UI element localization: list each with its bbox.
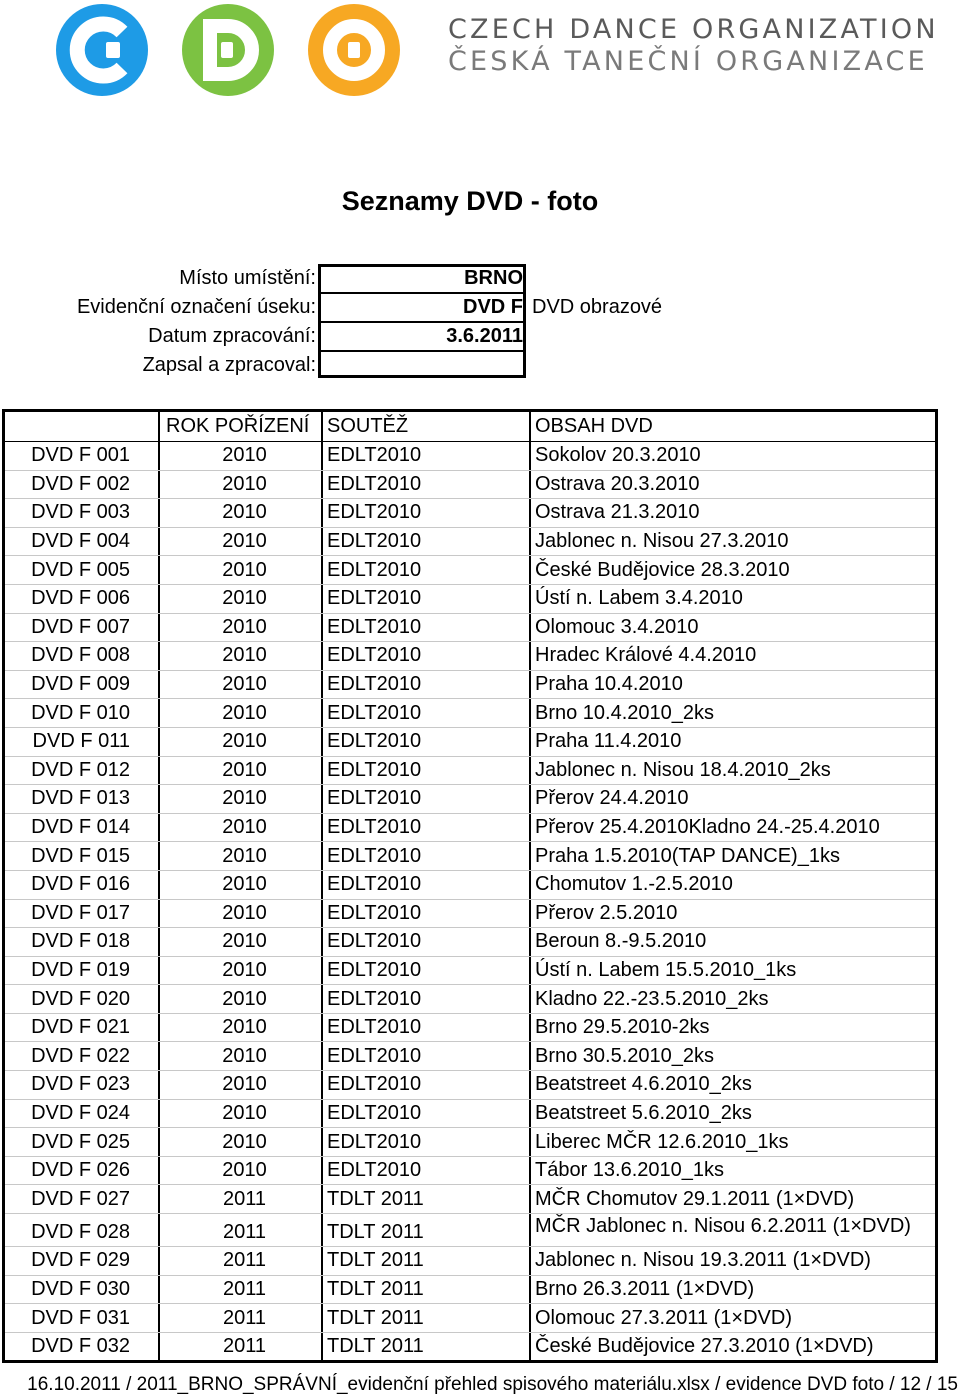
competition-cell: EDLT2010 bbox=[323, 757, 531, 785]
year-cell: 2010 bbox=[162, 1157, 323, 1185]
content-cell: Tábor 13.6.2010_1ks bbox=[535, 1159, 725, 1182]
section-value: DVD F bbox=[463, 296, 523, 318]
table-row bbox=[5, 699, 935, 728]
table-row bbox=[5, 499, 935, 528]
dvd-id-cell: DVD F 024 bbox=[5, 1100, 160, 1128]
column-header-year: ROK POŘÍZENÍ bbox=[162, 412, 323, 441]
year-cell: 2011 bbox=[162, 1214, 323, 1246]
year-cell: 2010 bbox=[162, 871, 323, 899]
content-cell: Brno 30.5.2010_2ks bbox=[535, 1044, 715, 1067]
table-row bbox=[5, 785, 935, 814]
content-cell: Hradec Králové 4.4.2010 bbox=[535, 644, 757, 667]
dvd-id-cell: DVD F 013 bbox=[5, 785, 160, 813]
competition-cell: EDLT2010 bbox=[323, 728, 531, 756]
competition-cell: EDLT2010 bbox=[323, 842, 531, 870]
meta-row-section bbox=[0, 293, 940, 322]
content-cell: Jablonec n. Nisou 18.4.2010_2ks bbox=[535, 758, 831, 781]
content-cell: Jablonec n. Nisou 27.3.2010 bbox=[535, 530, 789, 553]
year-cell: 2010 bbox=[162, 1071, 323, 1099]
dvd-id-cell: DVD F 021 bbox=[5, 1014, 160, 1042]
year-cell: 2011 bbox=[162, 1304, 323, 1332]
competition-cell: TDLT 2011 bbox=[323, 1304, 531, 1332]
organization-name-cz: ČESKÁ TANEČNÍ ORGANIZACE bbox=[448, 46, 928, 77]
year-cell: 2010 bbox=[162, 842, 323, 870]
content-cell: Brno 26.3.2011 (1×DVD) bbox=[535, 1277, 755, 1300]
year-cell: 2011 bbox=[162, 1276, 323, 1304]
dvd-table bbox=[2, 409, 938, 1363]
author-label: Zapsal a zpracoval: bbox=[142, 354, 316, 376]
dvd-id-cell: DVD F 029 bbox=[5, 1247, 160, 1275]
content-cell: Chomutov 1.-2.5.2010 bbox=[535, 873, 733, 896]
competition-cell: EDLT2010 bbox=[323, 957, 531, 985]
dvd-id-cell: DVD F 009 bbox=[5, 671, 160, 699]
table-row bbox=[5, 671, 935, 700]
year-cell: 2010 bbox=[162, 1128, 323, 1156]
section-label: Evidenční označení úseku: bbox=[76, 296, 316, 318]
year-cell: 2010 bbox=[162, 499, 323, 527]
competition-cell: EDLT2010 bbox=[323, 699, 531, 727]
competition-cell: EDLT2010 bbox=[323, 928, 531, 956]
table-row bbox=[5, 471, 935, 500]
content-cell: Liberec MČR 12.6.2010_1ks bbox=[535, 1130, 789, 1153]
competition-cell: EDLT2010 bbox=[323, 814, 531, 842]
year-cell: 2010 bbox=[162, 471, 323, 499]
dvd-id-cell: DVD F 015 bbox=[5, 842, 160, 870]
dvd-id-cell: DVD F 010 bbox=[5, 699, 160, 727]
dvd-id-cell: DVD F 008 bbox=[5, 642, 160, 670]
competition-cell: TDLT 2011 bbox=[323, 1247, 531, 1275]
year-cell: 2010 bbox=[162, 985, 323, 1013]
table-row bbox=[5, 1276, 935, 1305]
table-row bbox=[5, 871, 935, 900]
competition-cell: EDLT2010 bbox=[323, 900, 531, 928]
year-cell: 2010 bbox=[162, 957, 323, 985]
dvd-id-cell: DVD F 007 bbox=[5, 614, 160, 642]
competition-cell: EDLT2010 bbox=[323, 442, 531, 470]
dvd-id-cell: DVD F 032 bbox=[5, 1333, 160, 1361]
table-row bbox=[5, 814, 935, 843]
year-cell: 2010 bbox=[162, 699, 323, 727]
content-cell: Beatstreet 5.6.2010_2ks bbox=[535, 1101, 752, 1124]
year-cell: 2010 bbox=[162, 1042, 323, 1070]
competition-cell: EDLT2010 bbox=[323, 671, 531, 699]
dvd-id-cell: DVD F 016 bbox=[5, 871, 160, 899]
table-header-row bbox=[5, 412, 935, 442]
dvd-id-cell: DVD F 020 bbox=[5, 985, 160, 1013]
logo-circle-d-icon bbox=[182, 4, 274, 96]
dvd-id-cell: DVD F 017 bbox=[5, 900, 160, 928]
content-cell: Přerov 25.4.2010Kladno 24.-25.4.2010 bbox=[535, 816, 880, 839]
dvd-id-cell: DVD F 026 bbox=[5, 1157, 160, 1185]
year-cell: 2010 bbox=[162, 1014, 323, 1042]
competition-cell: TDLT 2011 bbox=[323, 1214, 531, 1246]
table-row bbox=[5, 842, 935, 871]
table-row bbox=[5, 1247, 935, 1276]
content-cell: Brno 29.5.2010-2ks bbox=[535, 1016, 710, 1039]
location-value: BRNO bbox=[464, 267, 523, 289]
column-header-competition: SOUTĚŽ bbox=[323, 412, 531, 441]
table-row bbox=[5, 1185, 935, 1214]
dvd-id-cell: DVD F 030 bbox=[5, 1276, 160, 1304]
table-row bbox=[5, 1128, 935, 1157]
dvd-id-cell: DVD F 022 bbox=[5, 1042, 160, 1070]
page-footer: 16.10.2011 / 2011_BRNO_SPRÁVNÍ_evidenční přehled spisového materiálu.xlsx / evidence DVD foto / 12 / 15 bbox=[27, 1374, 958, 1395]
content-cell: Ostrava 21.3.2010 bbox=[535, 501, 700, 524]
competition-cell: EDLT2010 bbox=[323, 1042, 531, 1070]
year-cell: 2011 bbox=[162, 1333, 323, 1361]
competition-cell: EDLT2010 bbox=[323, 1128, 531, 1156]
dvd-id-cell: DVD F 027 bbox=[5, 1185, 160, 1213]
table-row bbox=[5, 928, 935, 957]
competition-cell: EDLT2010 bbox=[323, 471, 531, 499]
year-cell: 2010 bbox=[162, 585, 323, 613]
meta-row-location bbox=[0, 264, 940, 293]
dvd-id-cell: DVD F 011 bbox=[5, 728, 160, 756]
content-cell: Ústí n. Labem 15.5.2010_1ks bbox=[535, 958, 797, 981]
year-cell: 2011 bbox=[162, 1185, 323, 1213]
table-row bbox=[5, 728, 935, 757]
competition-cell: EDLT2010 bbox=[323, 585, 531, 613]
content-cell: Beatstreet 4.6.2010_2ks bbox=[535, 1073, 752, 1096]
year-cell: 2010 bbox=[162, 1100, 323, 1128]
dvd-id-cell: DVD F 004 bbox=[5, 528, 160, 556]
competition-cell: EDLT2010 bbox=[323, 871, 531, 899]
dvd-id-cell: DVD F 002 bbox=[5, 471, 160, 499]
dvd-id-cell: DVD F 031 bbox=[5, 1304, 160, 1332]
dvd-id-cell: DVD F 012 bbox=[5, 757, 160, 785]
content-cell: Olomouc 27.3.2011 (1×DVD) bbox=[535, 1306, 792, 1329]
content-cell: MČR Chomutov 29.1.2011 (1×DVD) bbox=[535, 1187, 855, 1210]
table-row bbox=[5, 1157, 935, 1186]
competition-cell: EDLT2010 bbox=[323, 556, 531, 584]
table-row bbox=[5, 1042, 935, 1071]
competition-cell: EDLT2010 bbox=[323, 985, 531, 1013]
table-row bbox=[5, 985, 935, 1014]
dvd-id-cell: DVD F 006 bbox=[5, 585, 160, 613]
table-row bbox=[5, 757, 935, 786]
year-cell: 2010 bbox=[162, 442, 323, 470]
dvd-id-cell: DVD F 028 bbox=[5, 1214, 160, 1246]
dvd-id-cell: DVD F 001 bbox=[5, 442, 160, 470]
content-cell: Kladno 22.-23.5.2010_2ks bbox=[535, 987, 769, 1010]
competition-cell: EDLT2010 bbox=[323, 1071, 531, 1099]
table-row bbox=[5, 1333, 935, 1361]
dvd-id-cell: DVD F 018 bbox=[5, 928, 160, 956]
content-cell: Sokolov 20.3.2010 bbox=[535, 444, 701, 467]
dvd-id-cell: DVD F 025 bbox=[5, 1128, 160, 1156]
dvd-id-cell: DVD F 023 bbox=[5, 1071, 160, 1099]
year-cell: 2010 bbox=[162, 928, 323, 956]
table-row bbox=[5, 642, 935, 671]
content-cell: Praha 1.5.2010(TAP DANCE)_1ks bbox=[535, 844, 840, 867]
year-cell: 2010 bbox=[162, 814, 323, 842]
competition-cell: EDLT2010 bbox=[323, 1100, 531, 1128]
year-cell: 2010 bbox=[162, 728, 323, 756]
logo bbox=[50, 2, 410, 98]
content-cell: České Budějovice 28.3.2010 bbox=[535, 558, 790, 581]
competition-cell: EDLT2010 bbox=[323, 528, 531, 556]
meta-row-date bbox=[0, 322, 940, 351]
organization-name-en: CZECH DANCE ORGANIZATION bbox=[448, 14, 939, 45]
column-header-content: OBSAH DVD bbox=[535, 415, 653, 437]
meta-row-author bbox=[0, 351, 940, 380]
year-cell: 2010 bbox=[162, 757, 323, 785]
table-row bbox=[5, 528, 935, 557]
competition-cell: EDLT2010 bbox=[323, 785, 531, 813]
table-row bbox=[5, 442, 935, 471]
table-row bbox=[5, 585, 935, 614]
content-cell: Přerov 24.4.2010 bbox=[535, 787, 689, 810]
table-row bbox=[5, 1304, 935, 1333]
organization-name bbox=[448, 14, 948, 78]
year-cell: 2010 bbox=[162, 642, 323, 670]
table-row bbox=[5, 1014, 935, 1043]
dvd-id-cell: DVD F 005 bbox=[5, 556, 160, 584]
column-header-id bbox=[5, 412, 160, 441]
content-cell: MČR Jablonec n. Nisou 6.2.2011 (1×DVD) bbox=[535, 1215, 911, 1238]
competition-cell: EDLT2010 bbox=[323, 499, 531, 527]
content-cell: Olomouc 3.4.2010 bbox=[535, 615, 699, 638]
date-value: 3.6.2011 bbox=[446, 325, 523, 347]
competition-cell: TDLT 2011 bbox=[323, 1185, 531, 1213]
table-row bbox=[5, 1214, 935, 1247]
table-row bbox=[5, 614, 935, 643]
year-cell: 2010 bbox=[162, 614, 323, 642]
table-row bbox=[5, 900, 935, 929]
page-title: Seznamy DVD - foto bbox=[341, 186, 599, 216]
year-cell: 2010 bbox=[162, 556, 323, 584]
logo-graphic bbox=[50, 2, 410, 98]
competition-cell: EDLT2010 bbox=[323, 642, 531, 670]
content-cell: Jablonec n. Nisou 19.3.2011 (1×DVD) bbox=[535, 1249, 871, 1272]
dvd-id-cell: DVD F 003 bbox=[5, 499, 160, 527]
dvd-id-cell: DVD F 014 bbox=[5, 814, 160, 842]
year-cell: 2011 bbox=[162, 1247, 323, 1275]
section-description: DVD obrazové bbox=[532, 296, 663, 318]
date-label: Datum zpracování: bbox=[148, 325, 316, 347]
competition-cell: TDLT 2011 bbox=[323, 1333, 531, 1361]
content-cell: Přerov 2.5.2010 bbox=[535, 901, 678, 924]
table-row bbox=[5, 556, 935, 585]
content-cell: Ostrava 20.3.2010 bbox=[535, 472, 700, 495]
content-cell: Ústí n. Labem 3.4.2010 bbox=[535, 587, 743, 610]
content-cell: Praha 11.4.2010 bbox=[535, 730, 682, 753]
competition-cell: EDLT2010 bbox=[323, 1157, 531, 1185]
content-cell: Praha 10.4.2010 bbox=[535, 673, 683, 696]
logo-circle-c-icon bbox=[56, 4, 148, 96]
year-cell: 2010 bbox=[162, 785, 323, 813]
logo-circle-o-icon bbox=[308, 4, 400, 96]
competition-cell: TDLT 2011 bbox=[323, 1276, 531, 1304]
dvd-id-cell: DVD F 019 bbox=[5, 957, 160, 985]
content-cell: České Budějovice 27.3.2010 (1×DVD) bbox=[535, 1335, 874, 1358]
table-row bbox=[5, 1100, 935, 1129]
content-cell: Beroun 8.-9.5.2010 bbox=[535, 930, 707, 953]
competition-cell: EDLT2010 bbox=[323, 1014, 531, 1042]
year-cell: 2010 bbox=[162, 671, 323, 699]
content-cell: Brno 10.4.2010_2ks bbox=[535, 701, 715, 724]
table-row bbox=[5, 1071, 935, 1100]
table-row bbox=[5, 957, 935, 986]
year-cell: 2010 bbox=[162, 900, 323, 928]
location-label: Místo umístění: bbox=[179, 267, 316, 289]
year-cell: 2010 bbox=[162, 528, 323, 556]
competition-cell: EDLT2010 bbox=[323, 614, 531, 642]
